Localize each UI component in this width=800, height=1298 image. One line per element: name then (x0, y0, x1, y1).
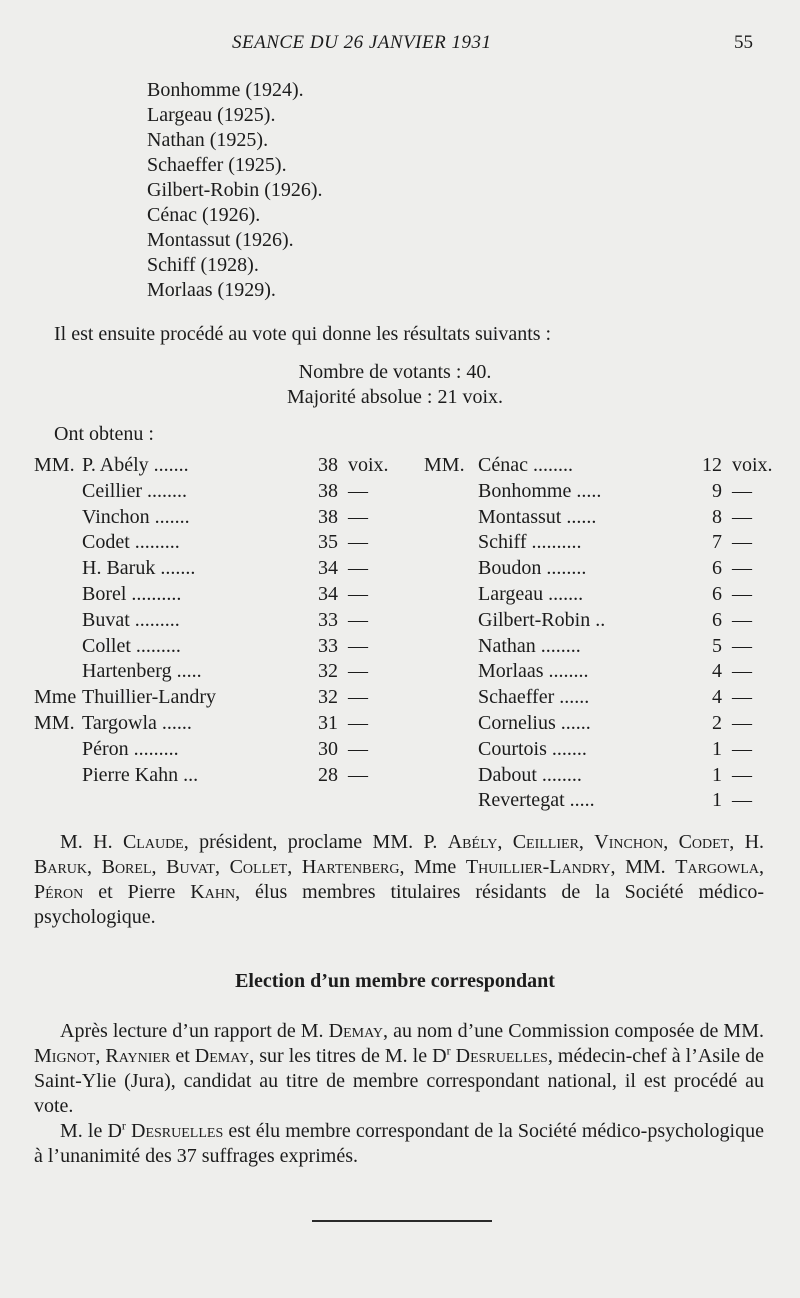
result-name: Nathan ........ (478, 634, 581, 657)
result-count: 4 (712, 686, 722, 709)
result-unit: — (732, 686, 752, 709)
result-row (424, 505, 769, 531)
page-number: 55 (734, 32, 753, 53)
result-count: 2 (712, 711, 722, 734)
right-results-column (424, 453, 773, 814)
list-item: Nathan (1925). (147, 129, 269, 151)
result-name: P. Abély ....... (82, 454, 189, 476)
result-unit: — (348, 531, 368, 554)
result-count: 34 (318, 582, 338, 605)
list-item: Schaeffer (1925). (147, 154, 287, 176)
result-unit: — (348, 505, 368, 528)
list-item: Largeau (1925). (147, 104, 276, 126)
obtenu-label: Ont obtenu : (54, 423, 154, 445)
page-header (0, 32, 800, 58)
result-name: Largeau ....... (478, 582, 584, 605)
result-unit: — (348, 763, 368, 786)
result-unit: — (348, 608, 368, 631)
result-count: 32 (318, 686, 338, 709)
result-count: 28 (318, 763, 338, 786)
result-unit: — (348, 479, 368, 502)
result-name: Péron ......... (82, 737, 179, 760)
result-row (424, 711, 769, 737)
result-row (34, 608, 374, 634)
result-count: 6 (712, 608, 722, 631)
result-name: Codet ......... (82, 531, 180, 554)
result-count: 33 (318, 634, 338, 657)
result-name: Cornelius ...... (478, 711, 591, 734)
result-count: 4 (712, 660, 722, 683)
result-unit: — (732, 479, 752, 502)
result-unit: — (732, 505, 752, 528)
previous-candidates-list (147, 78, 323, 303)
election-paragraph: Après lecture d’un rapport de M. Demay, au nom d’une Commission composée de MM. Mignot, Raynier et Demay, sur les titres de M. le $D^r$ Desruelles, médecin-chef à l’Asile de Saint-Ylie (Jura), candidat au titre de membre correspondant national, il est procédé au vote. M. le $D^r$ Desruelles est élu membre correspondant de la Société médico-psychologique à l’unanimité des 37 suffrages exprimés. (34, 1020, 764, 1167)
result-unit: — (348, 660, 368, 683)
result-count: 8 (712, 505, 722, 528)
list-item: Gilbert-Robin (1926). (147, 179, 323, 201)
result-unit: — (348, 711, 368, 734)
result-unit: — (732, 608, 752, 631)
result-row (424, 582, 769, 608)
result-row (424, 556, 769, 582)
result-row (424, 453, 773, 479)
result-row (34, 659, 374, 685)
result-prefix: MM. (34, 454, 75, 476)
result-row (424, 479, 769, 505)
result-name: Borel .......... (82, 582, 182, 605)
result-name: Schaeffer ...... (478, 686, 590, 709)
result-name: Collet ......... (82, 634, 181, 657)
result-unit: — (348, 557, 368, 580)
result-name: Vinchon ....... (82, 505, 190, 528)
result-count: 30 (318, 737, 338, 760)
result-count: 6 (712, 582, 722, 605)
result-count: 31 (318, 711, 338, 734)
result-count: 33 (318, 608, 338, 631)
result-unit: — (348, 634, 368, 657)
result-name: Schiff .......... (478, 531, 582, 554)
result-count: 9 (712, 479, 722, 502)
left-results-column (34, 453, 389, 788)
result-name: Cénac ........ (478, 454, 573, 476)
result-row (424, 530, 769, 556)
result-row (34, 737, 374, 763)
result-row (34, 505, 374, 531)
result-count: 7 (712, 531, 722, 554)
result-name: Gilbert-Robin .. (478, 608, 606, 631)
result-row (424, 685, 769, 711)
result-row (34, 711, 374, 737)
result-name: Boudon ........ (478, 557, 587, 580)
result-count: 12 (702, 454, 722, 476)
list-item: Schiff (1928). (147, 254, 259, 276)
result-count: 38 (318, 479, 338, 502)
result-name: Ceillier ........ (82, 479, 187, 502)
result-name: Morlaas ........ (478, 660, 589, 683)
result-unit: — (732, 711, 752, 734)
result-name: Hartenberg ..... (82, 660, 202, 683)
result-unit: voix. (732, 454, 773, 476)
proclamation-paragraph: M. H. Claude, président, proclame MM. P. Abély, Ceillier, Vinchon, Codet, H. Baruk, Borel, Buvat, Collet, Hartenberg, Mme Thuillier-Landry, MM. Targowla, Péron et Pierre Kahn, élus membres titulaires résidants de la Société médico-psychologique. (34, 831, 765, 928)
section-heading: Election d’un membre correspondant (235, 970, 555, 992)
result-unit: — (732, 737, 752, 760)
result-row (424, 788, 769, 814)
result-name: Montassut ...... (478, 505, 597, 528)
result-row (424, 763, 769, 789)
result-unit: — (732, 660, 752, 683)
result-row (34, 530, 374, 556)
result-prefix: MM. (424, 454, 465, 476)
result-row (34, 453, 389, 479)
result-row (34, 634, 374, 660)
result-unit: — (348, 686, 368, 709)
result-name: H. Baruk ....... (82, 557, 196, 580)
result-count: 1 (712, 737, 722, 760)
result-row (34, 556, 374, 582)
result-row (34, 763, 374, 789)
result-count: 38 (318, 454, 338, 476)
result-count: 1 (712, 789, 722, 812)
result-unit: — (732, 763, 752, 786)
running-title: SEANCE DU 26 JANVIER 1931 (232, 32, 492, 53)
majorite-line: Majorité absolue : 21 voix. (286, 386, 504, 408)
result-name: Revertegat ..... (478, 789, 595, 812)
result-prefix: Mme (34, 686, 77, 709)
result-row (424, 737, 769, 763)
result-row (34, 582, 374, 608)
result-name: Buvat ......... (82, 608, 180, 631)
result-name: Thuillier-Landry (82, 686, 216, 709)
result-count: 6 (712, 557, 722, 580)
result-unit: voix. (348, 454, 389, 476)
result-prefix: MM. (34, 711, 75, 734)
list-item: Montassut (1926). (147, 229, 294, 251)
result-name: Targowla ...... (82, 711, 192, 734)
result-row (424, 634, 769, 660)
result-count: 35 (318, 531, 338, 554)
result-unit: — (732, 531, 752, 554)
result-row (34, 685, 374, 711)
list-item: Bonhomme (1924). (147, 79, 304, 101)
vote-intro-paragraph: Il est ensuite procédé au vote qui donne les résultats suivants : (54, 323, 552, 345)
list-item: Morlaas (1929). (147, 279, 276, 301)
result-count: 5 (712, 634, 722, 657)
result-unit: — (348, 582, 368, 605)
result-row (424, 608, 769, 634)
result-count: 1 (712, 763, 722, 786)
result-count: 38 (318, 505, 338, 528)
result-unit: — (732, 557, 752, 580)
result-count: 32 (318, 660, 338, 683)
result-unit: — (732, 582, 752, 605)
result-name: Courtois ....... (478, 737, 587, 760)
result-unit: — (732, 789, 752, 812)
footer-rule (312, 1220, 492, 1222)
votants-line: Nombre de votants : 40. (298, 361, 492, 383)
result-name: Pierre Kahn ... (82, 763, 199, 786)
result-unit: — (348, 737, 368, 760)
result-row (424, 659, 769, 685)
result-name: Bonhomme ..... (478, 479, 602, 502)
result-unit: — (732, 634, 752, 657)
result-name: Dabout ........ (478, 763, 582, 786)
result-row (34, 479, 374, 505)
list-item: Cénac (1926). (147, 204, 261, 226)
result-count: 34 (318, 557, 338, 580)
